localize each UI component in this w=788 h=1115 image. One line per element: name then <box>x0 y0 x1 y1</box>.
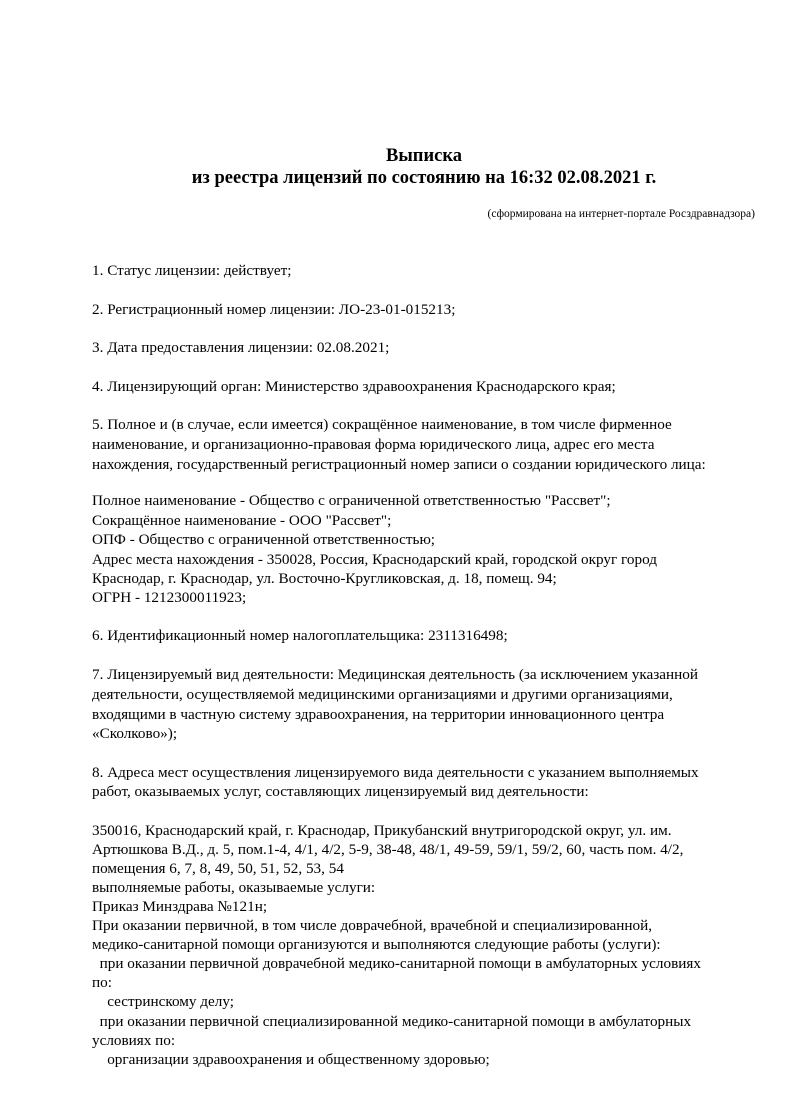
activity-line: «Сколково»); <box>92 725 178 742</box>
license-date: 3. Дата предоставления лицензии: 02.08.2021; <box>92 339 390 356</box>
short-name-line: Сокращённое наименование - ООО "Рассвет"; <box>92 512 392 529</box>
name-heading-line: наименование, и организационно-правовая форма юридического лица, адрес его места <box>92 436 655 453</box>
addresses-heading-line: 8. Адреса мест осуществления лицензируемого вида деятельности с указанием выполняемых <box>92 764 699 781</box>
works-line: при оказании первичной специализированной медико-санитарной помощи в амбулаторных <box>92 1013 692 1030</box>
works-line: сестринскому делу; <box>92 993 234 1010</box>
address-detail-line: помещения 6, 7, 8, 49, 50, 51, 52, 53, 54 <box>92 860 344 877</box>
document-subtitle: из реестра лицензий по состоянию на 16:32 02.08.2021 г. <box>191 168 657 188</box>
inn-line: 6. Идентификационный номер налогоплательщика: 2311316498; <box>92 627 508 644</box>
license-reg-number: 2. Регистрационный номер лицензии: ЛО-23-01-015213; <box>92 301 456 318</box>
ogrn-line: ОГРН - 1212300011923; <box>92 589 247 606</box>
works-heading-line: выполняемые работы, оказываемые услуги: <box>92 879 376 896</box>
address-line: Краснодар, г. Краснодар, ул. Восточно-Кругликовская, д. 18, помещ. 94; <box>92 570 557 587</box>
works-line: организации здравоохранения и общественному здоровью; <box>92 1051 490 1068</box>
source-note: (сформирована на интернет-портале Росздравнадзора) <box>487 208 755 220</box>
addresses-heading-line: работ, оказываемых услуг, составляющих лицензируемый вид деятельности: <box>92 783 589 800</box>
works-line: При оказании первичной, в том числе доврачебной, врачебной и специализированной, <box>92 917 653 934</box>
licensing-authority: 4. Лицензирующий орган: Министерство здравоохранения Краснодарского края; <box>92 378 616 395</box>
works-line: при оказании первичной доврачебной медико-санитарной помощи в амбулаторных условиях <box>92 955 701 972</box>
license-status: 1. Статус лицензии: действует; <box>92 262 292 279</box>
address-line: Адрес места нахождения - 350028, Россия, Краснодарский край, городской округ город <box>92 551 657 568</box>
address-detail-line: Артюшкова В.Д., д. 5, пом.1-4, 4/1, 4/2, 5-9, 38-48, 48/1, 49-59, 59/1, 59/2, 60, часть пом. 4/2, <box>92 841 684 858</box>
activity-line: входящими в частную систему здравоохранения, на территории инновационного центра <box>92 706 665 723</box>
name-heading-line: 5. Полное и (в случае, если имеется) сокращённое наименование, в том числе фирменное <box>92 416 672 433</box>
address-detail-line: 350016, Краснодарский край, г. Краснодар, Прикубанский внутригородской округ, ул. им. <box>92 822 672 839</box>
name-heading-line: нахождения, государственный регистрационный номер записи о создании юридического лица: <box>92 456 706 473</box>
legal-form-line: ОПФ - Общество с ограниченной ответственностью; <box>92 531 436 548</box>
works-line: условиях по: <box>92 1032 176 1049</box>
works-line: медико-санитарной помощи организуются и выполняются следующие работы (услуги): <box>92 936 661 953</box>
activity-line: деятельности, осуществляемой медицинскими организациями и другими организациями, <box>92 686 673 703</box>
full-name-line: Полное наименование - Общество с ограниченной ответственностью "Рассвет"; <box>92 492 611 509</box>
order-line: Приказ Минздрава №121н; <box>92 898 268 915</box>
works-line: по: <box>92 974 112 991</box>
activity-line: 7. Лицензируемый вид деятельности: Медицинская деятельность (за исключением указанной <box>92 666 698 683</box>
document-title: Выписка <box>386 146 462 166</box>
